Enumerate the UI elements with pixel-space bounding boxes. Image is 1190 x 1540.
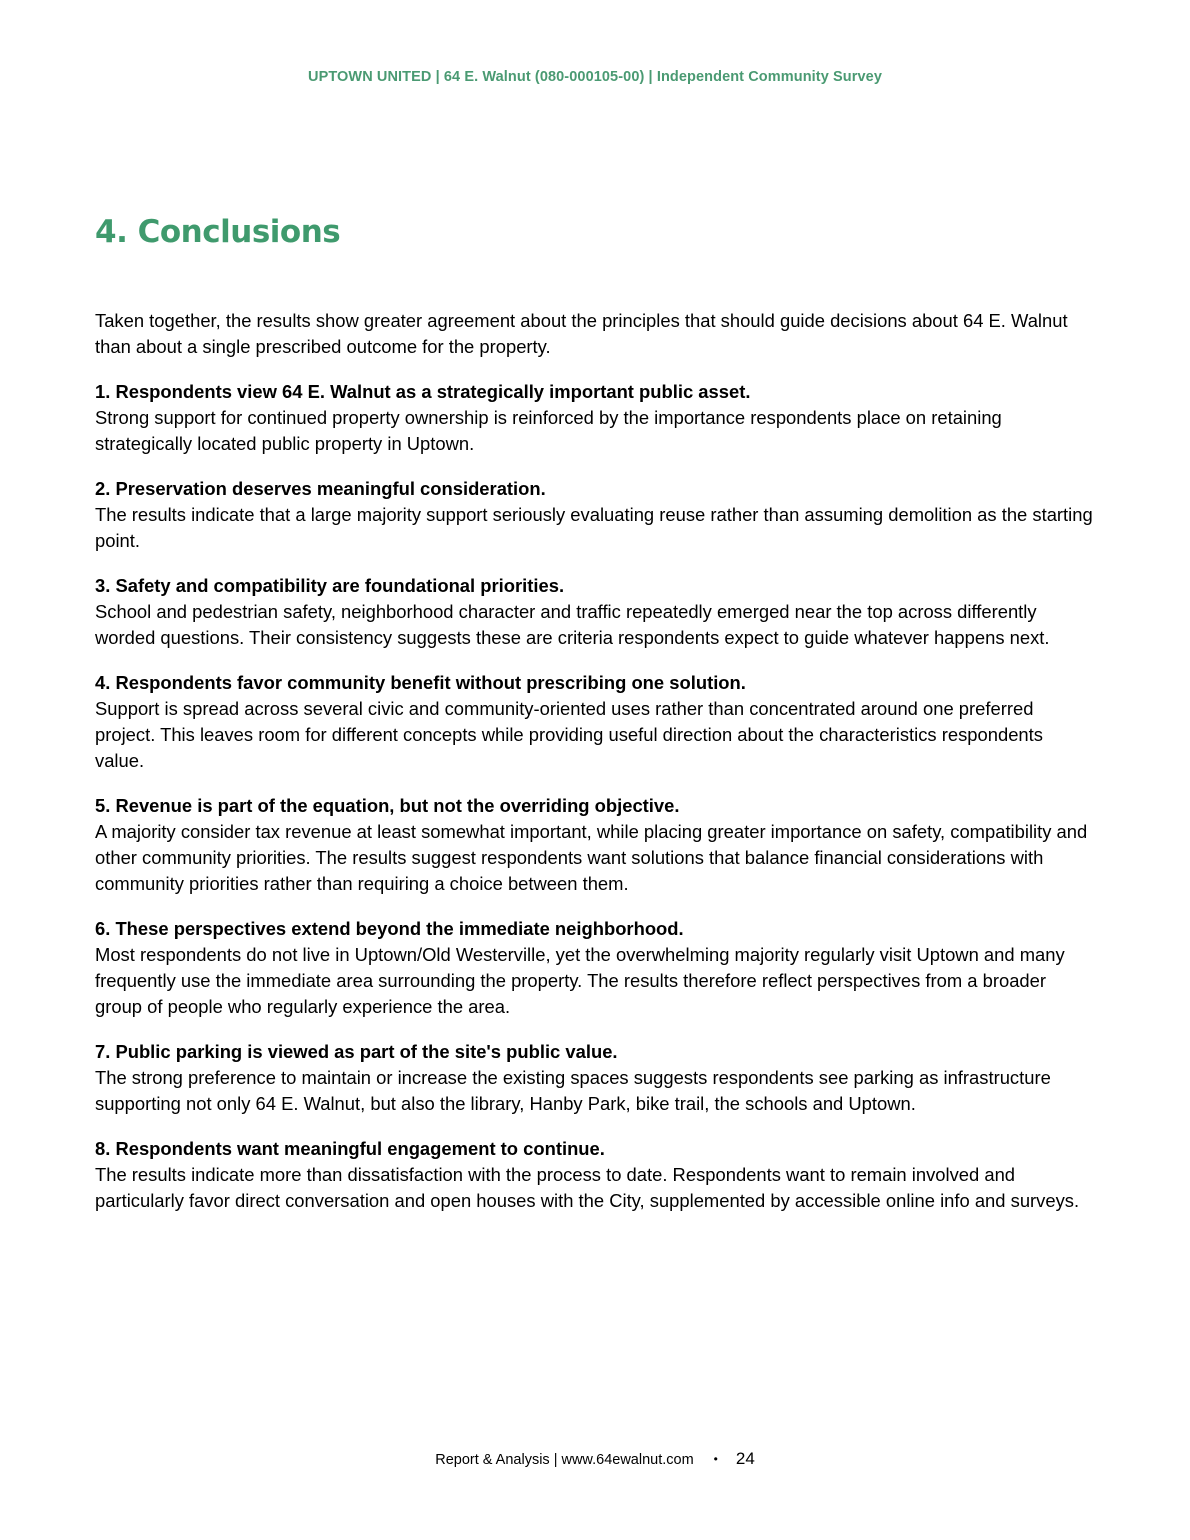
conclusion-item: [95, 1136, 1095, 1214]
conclusion-item: [95, 793, 1095, 897]
conclusion-item: [95, 573, 1095, 651]
running-header: UPTOWN UNITED | 64 E. Walnut (080-000105-00) | Independent Community Survey: [308, 69, 882, 85]
conclusion-item: [95, 476, 1095, 554]
page-footer: [0, 1449, 1190, 1469]
conclusion-item: [95, 1039, 1095, 1117]
intro-paragraph: Taken together, the results show greater agreement about the principles that should guide decisions about 64 E. Walnut than about a single prescribed outcome for the property.: [95, 310, 1068, 357]
conclusion-item: [95, 379, 1095, 457]
page-number: 24: [735, 1449, 755, 1468]
conclusion-text: The results indicate that a large majority support seriously evaluating reuse rather than assuming demolition as the starting point.: [95, 504, 1093, 551]
conclusion-heading: 8. Respondents want meaningful engagement to continue.: [95, 1138, 605, 1159]
conclusion-heading: 1. Respondents view 64 E. Walnut as a strategically important public asset.: [95, 381, 751, 402]
conclusions-body: [95, 308, 1095, 1233]
footer-bullet: •: [713, 1452, 718, 1466]
conclusion-text: Most respondents do not live in Uptown/Old Westerville, yet the overwhelming majority regularly visit Uptown and many frequently use the immediate area surrounding the property. The results therefore reflect perspectives from a broader group of people who regularly experience the area.: [95, 944, 1065, 1017]
conclusion-heading: 7. Public parking is viewed as part of the site's public value.: [95, 1041, 618, 1062]
conclusion-heading: 5. Revenue is part of the equation, but not the overriding objective.: [95, 795, 680, 816]
conclusion-text: Strong support for continued property ownership is reinforced by the importance respondents place on retaining strategically located public property in Uptown.: [95, 407, 1002, 454]
section-title: 4. Conclusions: [95, 214, 341, 250]
conclusion-text: The strong preference to maintain or increase the existing spaces suggests respondents see parking as infrastructure supporting not only 64 E. Walnut, but also the library, Hanby Park, bike trail, the schools and Uptown.: [95, 1067, 1051, 1114]
conclusion-heading: 3. Safety and compatibility are foundational priorities.: [95, 575, 565, 596]
conclusion-heading: 6. These perspectives extend beyond the immediate neighborhood.: [95, 918, 684, 939]
conclusion-heading: 2. Preservation deserves meaningful consideration.: [95, 478, 546, 499]
conclusion-heading: 4. Respondents favor community benefit without prescribing one solution.: [95, 672, 746, 693]
conclusion-text: The results indicate more than dissatisfaction with the process to date. Respondents want to remain involved and particularly favor direct conversation and open houses with the City, supplemented by accessible online info and surveys.: [95, 1164, 1080, 1211]
conclusion-text: School and pedestrian safety, neighborhood character and traffic repeatedly emerged near the top across differently worded questions. Their consistency suggests these are criteria respondents expect to guide whatever happens next.: [95, 601, 1050, 648]
conclusion-text: Support is spread across several civic and community-oriented uses rather than concentrated around one preferred project. This leaves room for different concepts while providing useful direction about the characteristics respondents value.: [95, 698, 1043, 771]
footer-text: Report & Analysis | www.64ewalnut.com: [435, 1452, 694, 1468]
conclusion-text: A majority consider tax revenue at least somewhat important, while placing greater importance on safety, compatibility and other community priorities. The results suggest respondents want solutions that balance financial considerations with community priorities rather than requiring a choice between them.: [95, 821, 1088, 894]
conclusion-item: [95, 916, 1095, 1020]
conclusion-item: [95, 670, 1095, 774]
